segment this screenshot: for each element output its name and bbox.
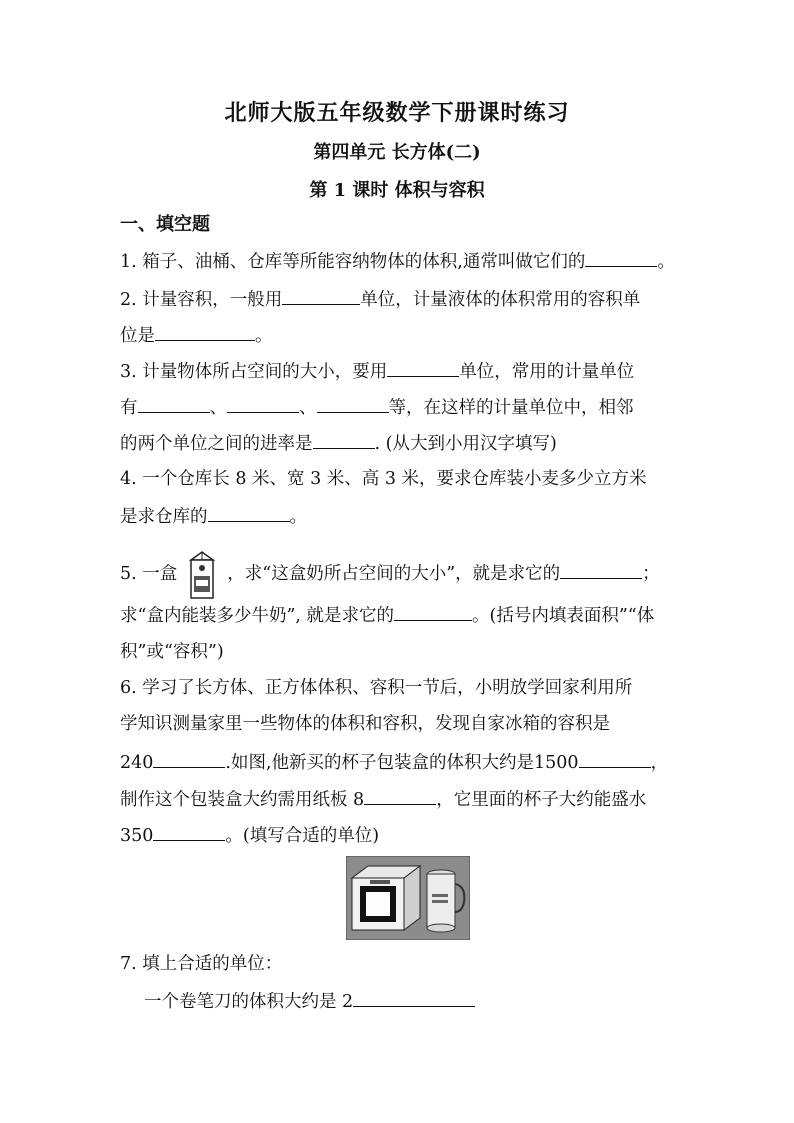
answer-blank[interactable] bbox=[153, 822, 225, 841]
q7-item-text: 一个卷笔刀的体积大约是 2 bbox=[144, 992, 354, 1012]
answer-blank[interactable] bbox=[560, 560, 642, 579]
q3-note: . (从大到小用汉字填写) bbox=[374, 434, 557, 454]
question-2-cont bbox=[120, 322, 273, 348]
question-7 bbox=[120, 952, 282, 976]
q3-text-2: 单位，常用的计量单位 bbox=[459, 362, 635, 382]
q5-text-4: 。(括号内填表面积”“体 bbox=[472, 606, 655, 626]
answer-blank[interactable] bbox=[208, 503, 290, 522]
q1-text: 1. 箱子、油桶、仓库等所能容纳物体的体积,通常叫做它们的 bbox=[120, 252, 586, 272]
answer-blank[interactable] bbox=[579, 749, 651, 768]
q3-text-3: 有 bbox=[120, 398, 138, 418]
q4-end: 。 bbox=[289, 507, 307, 527]
answer-blank[interactable] bbox=[364, 786, 436, 805]
cup-and-box-photo bbox=[346, 856, 470, 940]
question-2 bbox=[120, 286, 640, 312]
answer-blank[interactable] bbox=[155, 322, 255, 341]
question-1 bbox=[120, 248, 675, 274]
q3-sep-2: 、 bbox=[299, 398, 317, 418]
answer-blank[interactable] bbox=[313, 430, 375, 449]
q6-text-2: 学知识测量家里一些物体的体积和容积，发现自家冰箱的容积是 bbox=[120, 714, 610, 734]
page-title: 北师大版五年级数学下册课时练习 bbox=[224, 100, 570, 126]
question-6 bbox=[120, 676, 632, 700]
answer-blank[interactable] bbox=[227, 394, 299, 413]
q2-text-2: 单位，计量液体的体积常用的容积单 bbox=[360, 290, 641, 310]
lesson-title: 第 1 课时 体积与容积 bbox=[309, 180, 485, 201]
q2-end: 。 bbox=[255, 326, 273, 346]
q2-text: 2. 计量容积，一般用 bbox=[120, 290, 283, 310]
q6-num-2: 350 bbox=[120, 826, 154, 846]
q2-text-3: 位是 bbox=[120, 326, 155, 346]
answer-blank[interactable] bbox=[585, 248, 657, 267]
question-3-cont bbox=[120, 394, 634, 420]
q6-text-4: 制作这个包装盒大约需用纸板 8 bbox=[120, 790, 365, 810]
answer-blank[interactable] bbox=[282, 286, 360, 305]
section-heading: 一、填空题 bbox=[120, 214, 210, 235]
q6-num-1: 240 bbox=[120, 753, 154, 773]
q5-text-2: ，求“这盒奶所占空间的大小”，就是求它的 bbox=[227, 564, 561, 584]
q6-text-3: .如图,他新买的杯子包装盒的体积大约是1500 bbox=[225, 753, 579, 773]
milk-carton-icon bbox=[185, 550, 219, 600]
q6-text: 6. 学习了长方体、正方体体积、容积一节后，小明放学回家利用所 bbox=[120, 678, 633, 698]
answer-blank[interactable] bbox=[394, 602, 472, 621]
question-5 bbox=[120, 548, 660, 600]
question-4-cont bbox=[120, 503, 307, 529]
q3-sep-1: 、 bbox=[209, 398, 227, 418]
question-4 bbox=[120, 467, 647, 491]
q3-text: 3. 计量物体所占空间的大小，要用 bbox=[120, 362, 388, 382]
answer-blank[interactable] bbox=[317, 394, 389, 413]
answer-blank[interactable] bbox=[353, 988, 475, 1007]
question-6-cont-2 bbox=[120, 749, 668, 775]
question-6-cont-4 bbox=[120, 822, 379, 848]
q3-text-5: 的两个单位之间的进率是 bbox=[120, 434, 313, 454]
question-6-cont bbox=[120, 712, 610, 736]
question-3-cont-2 bbox=[120, 430, 557, 456]
question-3 bbox=[120, 358, 634, 384]
q1-end: 。 bbox=[657, 252, 675, 272]
q6-note: 。(填写合适的单位) bbox=[225, 826, 380, 846]
q3-text-4: 等，在这样的计量单位中，相邻 bbox=[388, 398, 634, 418]
question-6-cont-3 bbox=[120, 786, 646, 812]
q7-text: 7. 填上合适的单位： bbox=[120, 954, 283, 974]
unit-title: 第四单元 长方体(二) bbox=[313, 142, 481, 163]
q5-text-3: 求“盒内能装多少牛奶”, 就是求它的 bbox=[120, 606, 395, 626]
question-7-item bbox=[144, 988, 475, 1014]
q5-text-5: 积”或“容积”) bbox=[120, 642, 224, 662]
q4-text-2: 是求仓库的 bbox=[120, 507, 208, 527]
q5-sep: ； bbox=[642, 564, 660, 584]
question-5-cont-2 bbox=[120, 640, 224, 664]
answer-blank[interactable] bbox=[138, 394, 210, 413]
answer-blank[interactable] bbox=[153, 749, 225, 768]
q5-text: 5. 一盒 bbox=[120, 564, 178, 584]
q4-text: 4. 一个仓库长 8 米、宽 3 米、高 3 米，要求仓库装小麦多少立方米 bbox=[120, 469, 647, 489]
q6-sep: ， bbox=[650, 753, 669, 773]
question-5-cont bbox=[120, 602, 654, 628]
q6-text-5: ，它里面的杯子大约能盛水 bbox=[436, 790, 647, 810]
answer-blank[interactable] bbox=[387, 358, 459, 377]
